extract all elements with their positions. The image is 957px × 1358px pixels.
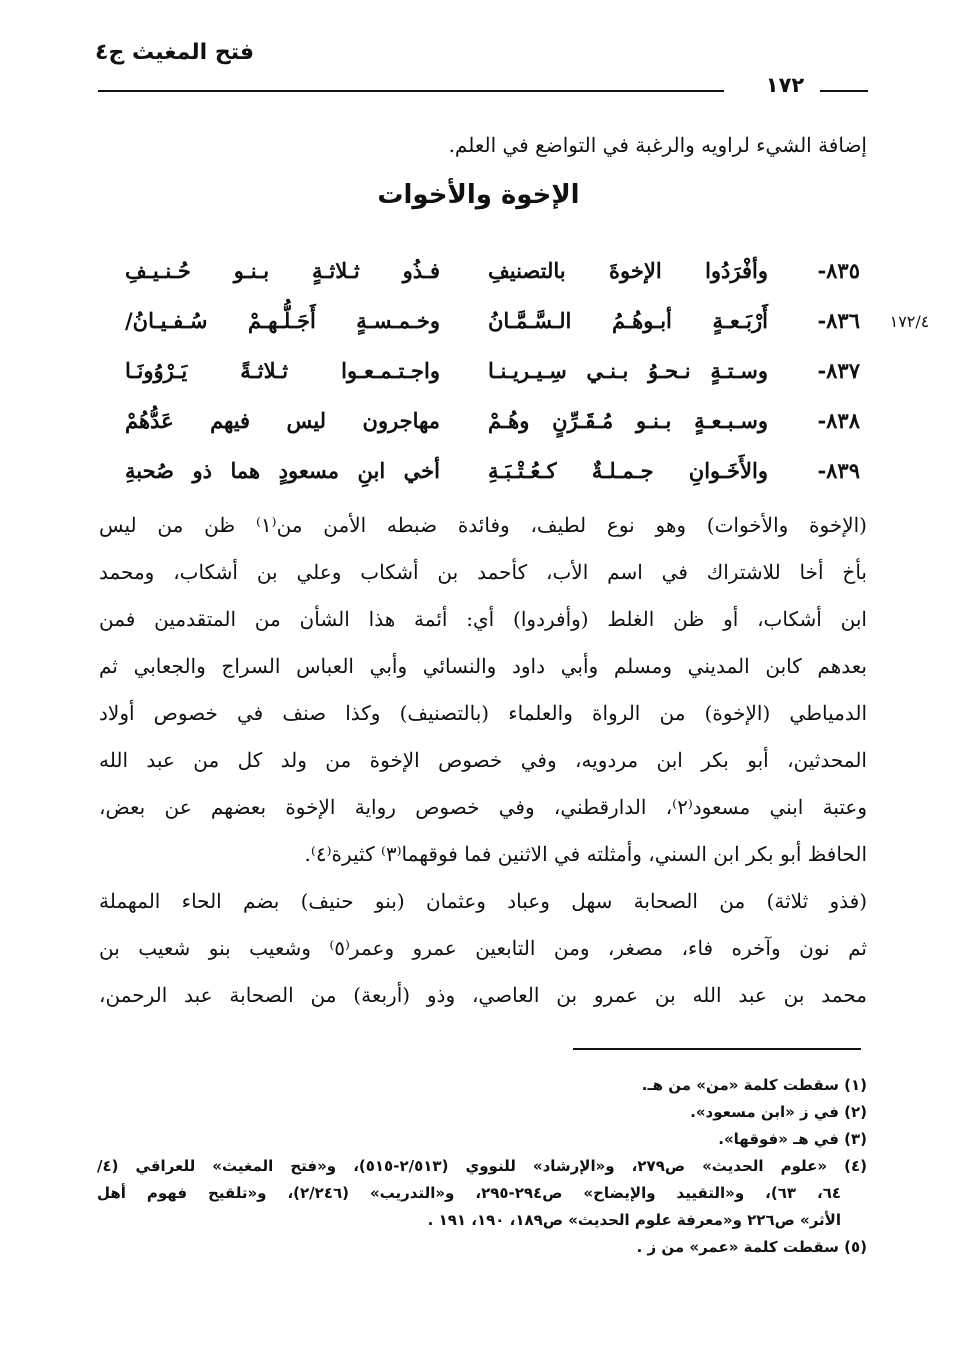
header-rule-short [820, 90, 868, 92]
verse-number: ٨٣٧- [817, 358, 860, 383]
footnotes [97, 1072, 867, 1261]
verse-second-hemistich: وخـمـسـةٍ أَجَـلُّـهـمْ سُـفـيـانُ/ [125, 308, 440, 333]
footnote-continuation: ٦٤، ٦٣)، و«التقييد والإيضاح» ص٢٩٤-٢٩٥، و«التدريب» (٢/٢٤٦)، و«تلقيح فهوم أهل [97, 1184, 841, 1202]
intro-line: إضافة الشيء لراويه والرغبة في التواضع في العلم. [448, 133, 867, 157]
text-line: (فذو ثلاثة) من الصحابة سهل وعباد وعثمان (بنو حنيف) بضم الحاء المهملة [99, 889, 867, 913]
verse-first-hemistich: وسـبـعـةٍ بـنـو مُـقَـرِّنٍ وهُـمْ [488, 408, 768, 433]
text-line: ابن أشكاب، أو ظن الغلط (وأفردوا) أي: أئمة هذا الشأن من المتقدمين فمن [99, 607, 867, 631]
verse-number: ٨٣٦- [817, 308, 860, 333]
section-title: الإخوة والأخوات [377, 180, 580, 210]
verse-first-hemistich: وسـتـةٍ نـحـوُ بـنـي سِـيـريـنـا [488, 358, 768, 383]
running-title: فتح المغيث ج٤ [95, 40, 255, 65]
text-line: (الإخوة والأخوات) وهو نوع لطيف، وفائدة ضبطه الأمن من⁽١⁾ ظن من ليس [99, 513, 867, 537]
verse-second-hemistich: أخي ابنِ مسعودٍ هما ذو صُحبةِ [125, 458, 440, 483]
verse-number: ٨٣٨- [817, 408, 860, 433]
verse-837 [100, 358, 860, 398]
verse-number: ٨٣٩- [817, 458, 860, 483]
margin-reference: ١٧٢/٤ [889, 312, 930, 331]
text-line: بأخ أخا للاشتراك في اسم الأب، كأحمد بن أشكاب وعلي بن أشكاب، ومحمد [99, 560, 867, 584]
verse-number: ٨٣٥- [817, 258, 860, 283]
verse-839 [100, 458, 860, 498]
footnote-continuation: الأثر» ص٢٢٦ و«معرفة علوم الحديث» ص١٨٩، ١٩٠، ١٩١ . [427, 1211, 841, 1229]
footnote: (٥) سقطت كلمة «عمر» من ز . [636, 1238, 867, 1256]
verse-second-hemistich: واجـتـمـعـوا ثـلاثـةً يَـرْوُونَـا [125, 358, 440, 383]
footnote-rule [573, 1048, 861, 1050]
verse-836 [100, 308, 860, 348]
text-line: ثم نون وآخره فاء، مصغر، ومن التابعين عمرو وعمر⁽٥⁾ وشعيب بنو شعيب بن [99, 936, 867, 960]
commentary-paragraph-1 [99, 502, 867, 878]
text-line: بعدهم كابن المديني ومسلم وأبي داود والنسائي وأبي العباس السراج والجعابي ثم [99, 654, 867, 678]
verse-second-hemistich: فـذُو ثـلاثـةٍ بـنـو حُـنـيـفِ [125, 258, 440, 283]
text-line: الدمياطي (الإخوة) من الرواة والعلماء (بالتصنيف) وكذا صنف في خصوص أولاد [99, 701, 867, 725]
text-line: وعتبة ابني مسعود⁽٢⁾، الدارقطني، وفي خصوص رواية الإخوة بعضهم عن بعض، [99, 795, 868, 819]
verse-first-hemistich: والأَخَـوانِ جـمـلـةٌ كـعُـتْـبَـةِ [488, 458, 768, 483]
footnote: (٢) في ز «ابن مسعود». [690, 1103, 867, 1121]
verse-second-hemistich: مهاجرون ليس فيهم عَدُّهُمْ [125, 408, 440, 433]
verse-838 [100, 408, 860, 448]
page-number: ١٧٢ [765, 73, 805, 97]
verse-first-hemistich: وأفْرَدُوا الإخوةَ بالتصنيفِ [488, 258, 768, 283]
header-rule [98, 90, 724, 92]
verse-first-hemistich: أَرْبَـعـةٍ أبـوهُـمُ الـسَّـمَّـانُ [488, 308, 768, 333]
footnote: (٤) «علوم الحديث» ص٢٧٩، و«الإرشاد» للنووي (٢/٥١٣-٥١٥)، و«فتح المغيث» للعراقي (٤/ [97, 1157, 868, 1175]
verse-835 [100, 258, 860, 298]
text-line: المحدثين، أبو بكر ابن مردويه، وفي خصوص الإخوة من ولد كل من عبد الله [99, 748, 867, 772]
footnote: (١) سقطت كلمة «من» من هـ. [641, 1076, 867, 1094]
footnote: (٣) في هـ «فوقها». [718, 1130, 867, 1148]
text-line: الحافظ أبو بكر ابن السني، وأمثلته في الاثنين فما فوقهما⁽٣⁾ كثيرة⁽٤⁾. [304, 842, 867, 866]
text-line: محمد بن عبد الله بن عمرو بن العاصي، وذو (أربعة) من الصحابة عبد الرحمن، [99, 983, 867, 1007]
commentary-paragraph-2 [99, 878, 867, 1019]
